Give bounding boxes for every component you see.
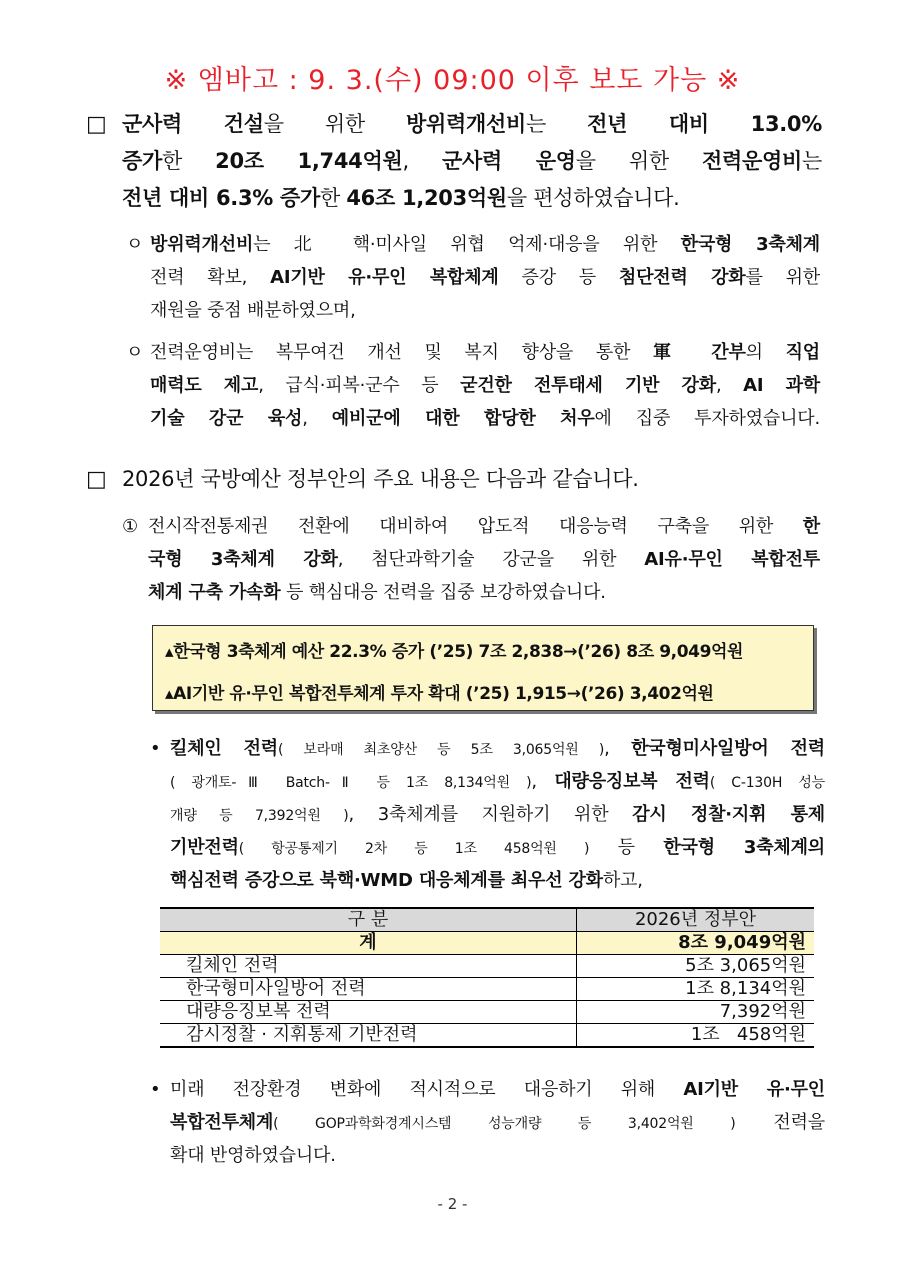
parenthetical-text: 개량 등 7,392억원 ) [170, 808, 349, 824]
sec2-item1-line-1 [148, 510, 820, 544]
bold-text: 전력운영비 [702, 149, 802, 173]
bullet1-line-3 [170, 799, 825, 832]
text-run: 는 北 핵·미사일 위협 억제·대응을 위한 [253, 234, 681, 255]
section-marker: □ [86, 112, 107, 137]
bullet2-line-2 [170, 1107, 825, 1140]
table-cell-category: 감시정찰 · 지휘통제 기반전력 [160, 1024, 577, 1048]
text-run: 등 핵심대응 전력을 집중 보강하였습니다. [280, 582, 606, 603]
sec2-item1-line-3 [148, 576, 820, 610]
bullet1-line-4 [170, 832, 825, 865]
table-row [160, 978, 814, 1001]
page-number: - 2 - [437, 1195, 468, 1213]
bold-text: 20조 1,744억원 [215, 149, 403, 173]
bullet1-line-5 [170, 865, 825, 896]
parenthetical-text: ( 보라매 최초양산 등 5조 3,065억원 ) [277, 742, 605, 758]
sec2-item1-line-2 [148, 543, 820, 577]
bold-text: 복합전투체계 [170, 1112, 274, 1133]
bold-text: 핵심전력 증강으로 북핵·WMD 대응체계를 최우선 강화 [170, 870, 603, 891]
table-cell-category: 한국형미사일방어 전력 [160, 978, 577, 1001]
text-run: , [604, 738, 632, 759]
parenthetical-text: ( GOP과학화경계시스템 성능개량 등 3,402억원 ) [273, 1116, 736, 1132]
bold-text: 기반전력 [170, 837, 239, 858]
sec1-sub2-line-3 [150, 402, 820, 436]
text-run: 전력운영비는 복무여건 개선 및 복지 향상을 통한 [150, 342, 653, 363]
bullet2-line-3 [170, 1140, 825, 1171]
text-run: 에 집중 투자하였습니다. [594, 408, 820, 429]
table-row [160, 1001, 814, 1024]
bold-text: 방위력개선비 [406, 112, 526, 136]
sec1-sub2-line-2 [150, 369, 820, 403]
text-run: 을 위한 [263, 112, 407, 136]
bold-text: AI기반 유·무인 복합체계 [270, 267, 499, 288]
table-cell-category: 킬체인 전력 [160, 955, 577, 978]
bold-text: 예비군에 대한 합당한 처우 [331, 408, 595, 429]
bold-text: 킬체인 전력 [170, 738, 278, 759]
text-run: 를 위한 [745, 267, 820, 288]
bold-text: 전년 대비 6.3% 증가 [122, 186, 320, 210]
text-run: 하고, [602, 870, 643, 891]
bullet-marker: ㅇ [126, 234, 144, 255]
bold-text: 한국형 3축체계의 [663, 837, 825, 858]
bold-text: AI 과학 [743, 375, 820, 396]
text-run: 을 위한 [575, 149, 703, 173]
text-run: 전력을 [735, 1112, 825, 1133]
parenthetical-text: ( 광개토-Ⅲ Batch-Ⅱ 등 1조 8,134억원 ) [170, 775, 532, 791]
parenthetical-text: ( C-130H 성능 [709, 775, 825, 791]
table-total-value: 8조 9,049억원 [577, 932, 815, 955]
text-run: 전력 확보, [150, 267, 271, 288]
bold-text: 감시 정찰·지휘 통제 [632, 804, 825, 825]
highlight-line-2: ▴AI기반 유·무인 복합전투체계 투자 확대 (’25) 1,915→(’26) 3,402억원 [165, 684, 714, 704]
bold-text: 46조 1,203억원 [346, 186, 507, 210]
text-run: 는 [525, 112, 588, 136]
bullet2-line-1 [170, 1074, 825, 1105]
bold-text: 국형 3축체계 강화 [148, 549, 338, 570]
bold-text: AI기반 유·무인 [683, 1079, 825, 1100]
sec1-line-1 [122, 106, 822, 143]
bold-text: 체계 구축 가속화 [148, 582, 281, 603]
bold-text: 군사력 건설 [122, 112, 264, 136]
sec1-sub1-line-1 [150, 228, 820, 262]
bold-text: 직업 [785, 342, 820, 363]
bullet-marker: • [150, 1079, 161, 1100]
bold-text: 군사력 운영 [442, 149, 576, 173]
table-cell-category: 대량응징보복 전력 [160, 1001, 577, 1024]
table-header-amount: 2026년 정부안 [577, 908, 815, 932]
bold-text: AI유·무인 복합전투 [644, 549, 820, 570]
bold-text: 매력도 제고 [150, 375, 259, 396]
table-header-category: 구 분 [160, 908, 577, 932]
bold-text: 한 [802, 516, 820, 537]
text-run: , [715, 375, 744, 396]
bold-text: 전년 대비 13.0% [587, 112, 822, 136]
text-run: , [302, 408, 332, 429]
text-run: 확대 반영하였습니다. [170, 1145, 336, 1166]
bold-text: 증가 [122, 149, 162, 173]
table-row [160, 955, 814, 978]
text-run: , 급식·피복·군수 등 [258, 375, 461, 396]
bold-text: 한국형 3축체계 [680, 234, 820, 255]
bold-text: 대량응징보복 전력 [554, 771, 710, 792]
text-run: 전시작전통제권 전환에 대비하여 압도적 대응능력 구축을 위한 [148, 516, 803, 537]
section-marker: □ [86, 467, 107, 492]
bullet-marker: • [150, 738, 161, 759]
table-cell-amount: 1조 458억원 [577, 1024, 815, 1048]
highlight-box [152, 625, 814, 711]
budget-table [160, 907, 814, 1048]
highlight-line-1: ▴한국형 3축체계 예산 22.3% 증가 (’25) 7조 2,838→(’26) 8조 9,049억원 [165, 642, 744, 662]
text-run: 의 [745, 342, 786, 363]
bold-text: 기술 강군 육성 [150, 408, 303, 429]
bold-text: 첨단전력 강화 [618, 267, 746, 288]
embargo-notice: ※ 엠바고 : 9. 3.(수) 09:00 이후 보도 가능 ※ [164, 65, 741, 96]
text-run: 등 [589, 837, 664, 858]
sec1-line-2 [122, 143, 822, 180]
text-run: 재원을 중점 배분하였으며, [150, 300, 356, 321]
sec2-title: 2026년 국방예산 정부안의 주요 내용은 다음과 같습니다. [122, 467, 639, 491]
text-run: 증강 등 [498, 267, 619, 288]
text-run: 한 [161, 149, 216, 173]
text-run: 을 편성하였습니다. [506, 186, 680, 210]
table-cell-amount: 5조 3,065억원 [577, 955, 815, 978]
bold-text: 방위력개선비 [150, 234, 254, 255]
text-run: , 3축체계를 지원하기 위한 [348, 804, 633, 825]
parenthetical-text: ( 항공통제기 2차 등 1조 458억원 ) [238, 841, 590, 857]
table-cell-amount: 7,392억원 [577, 1001, 815, 1024]
text-run: 미래 전장환경 변화에 적시적으로 대응하기 위해 [170, 1079, 684, 1100]
sec1-sub1-line-2 [150, 261, 820, 295]
table-cell-amount: 1조 8,134억원 [577, 978, 815, 1001]
bullet-marker: ㅇ [126, 342, 144, 363]
sec1-sub1-line-3 [150, 294, 820, 328]
bold-text: 軍 간부 [652, 342, 746, 363]
text-run: , [402, 149, 442, 173]
sec1-line-3 [122, 180, 822, 217]
bullet1-line-2 [170, 766, 825, 799]
table-total-label: 계 [160, 932, 577, 955]
text-run: 한 [320, 186, 347, 210]
sec1-sub2-line-1 [150, 336, 820, 370]
table-row [160, 1024, 814, 1048]
bullet1-line-1 [170, 733, 825, 766]
text-run: , [531, 771, 555, 792]
text-run: , 첨단과학기술 강군을 위한 [337, 549, 645, 570]
bold-text: 한국형미사일방어 전력 [631, 738, 825, 759]
text-run: 는 [801, 149, 822, 173]
number-marker: ① [122, 516, 138, 537]
bold-text: 굳건한 전투태세 기반 강화 [460, 375, 716, 396]
